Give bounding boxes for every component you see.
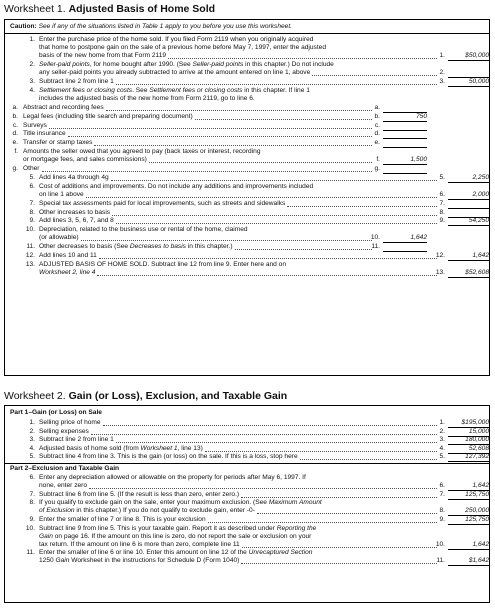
dot-leader [168, 58, 437, 59]
worksheet2-title-prefix: Worksheet 2. [4, 390, 66, 402]
dot-leader [111, 180, 437, 181]
caution-text: See if any of the situations listed in Table 1 apply to you before you use this worksheet. [38, 23, 292, 30]
line-marker: f. [376, 156, 380, 164]
line-text: tax return. If the amount on line 6 is more than zero, complete line 11 [39, 540, 240, 548]
line-text: Surveys [23, 121, 47, 129]
amount-field[interactable] [383, 139, 427, 148]
line-number: f. [14, 148, 18, 156]
line-marker: 6. [439, 482, 445, 490]
amount-field[interactable] [448, 200, 489, 209]
line-number: c. [12, 121, 18, 129]
amount-value: 52,608 [468, 444, 489, 452]
line-marker: 11. [371, 243, 380, 251]
line-text: any seller-paid points you already subtracted to arrive at the amount entered on line 1, above [39, 69, 311, 77]
line-text: Selling price of home [39, 419, 101, 426]
dot-leader [242, 547, 437, 548]
line-text: 1250 Gain Worksheet in the instructions for Schedule D (Form 1040) [39, 557, 240, 565]
dot-leader [300, 459, 437, 460]
line-9 [5, 516, 489, 524]
amount-value: 1,642 [472, 540, 489, 548]
line-3 [5, 436, 489, 444]
line-marker: 6. [439, 190, 445, 198]
amount-field[interactable] [448, 252, 489, 261]
line-marker: 9. [439, 217, 445, 225]
amount-field[interactable] [448, 78, 489, 87]
line-13 [5, 261, 489, 277]
line-number: 11. [26, 549, 35, 557]
line-text: Other increases to basis [39, 208, 111, 216]
dot-leader [97, 275, 437, 276]
line-number: 10. [25, 524, 35, 532]
dot-leader [208, 522, 437, 523]
line-text: on line 1 above [39, 190, 84, 198]
line-number: 7. [29, 199, 35, 207]
amount-field[interactable] [448, 174, 489, 183]
line-marker: 9. [439, 516, 445, 523]
line-b [5, 113, 489, 121]
worksheet1-box [4, 19, 490, 376]
line-marker: 2. [439, 69, 445, 77]
dot-leader [86, 197, 437, 198]
line-text: Subtract line 9 from line 5. This is your taxable gain. Report it as described under Reporting the [39, 524, 317, 532]
line-text: Subtract line 6 from line 5. (If the result is less than zero, enter zero.) [39, 490, 240, 498]
line-text: Depreciation, related to the business use or rental of the home, claimed [39, 226, 248, 234]
line-g [5, 165, 489, 173]
amount-value: 750 [415, 112, 427, 120]
dot-leader [205, 451, 437, 452]
line-2 [5, 61, 489, 77]
line-marker: 10. [370, 234, 380, 242]
amount-field[interactable] [383, 130, 427, 139]
dot-leader [149, 162, 372, 163]
amount-value: 125,750 [465, 490, 489, 498]
line-marker: 3. [439, 78, 445, 85]
line-2 [5, 428, 489, 436]
amount-value: $52,608 [465, 268, 489, 276]
amount-value: 15,000 [468, 427, 489, 435]
line-number: 3. [29, 436, 35, 444]
line-3 [5, 78, 489, 86]
worksheet2-title-text: Gain (or Loss), Exclusion, and Taxable Gain [68, 390, 288, 402]
line-marker: 7. [439, 490, 445, 498]
line-text: Enter the smaller of line 7 or line 8. This is your exclusion [39, 516, 206, 523]
line-text: Other decreases to basis (See Decreases to basis in this chapter.) [39, 243, 233, 251]
line-marker: 1. [439, 52, 445, 60]
line-marker: g. [374, 165, 380, 172]
line-number: 13. [25, 260, 35, 268]
line-text: ADJUSTED BASIS OF HOME SOLD. Subtract line 12 from line 9. Enter here and on [39, 260, 286, 268]
amount-field[interactable] [383, 234, 427, 243]
line-number: 7. [29, 490, 35, 498]
line-a [5, 104, 489, 112]
line-7 [5, 200, 489, 208]
dot-leader [112, 215, 437, 216]
line-marker: 1. [439, 419, 445, 426]
line-number: 11. [26, 243, 35, 251]
amount-value: 127,392 [465, 453, 489, 461]
amount-value: $195,000 [461, 419, 489, 426]
line-marker: d. [374, 130, 380, 138]
amount-value: 2,000 [472, 190, 489, 198]
line-text: If you qualify to exclude gain on the sale, enter your maximum exclusion. (See Maximum Amount [39, 499, 322, 507]
line-1 [5, 36, 489, 60]
worksheet2-box [4, 405, 490, 603]
line-number: 3. [29, 78, 35, 85]
dot-leader [116, 84, 437, 85]
line-text: Subtract line 2 from line 1 [39, 78, 114, 85]
amount-field[interactable] [448, 453, 489, 462]
line-marker: 5. [439, 173, 445, 181]
line-e [5, 139, 489, 147]
amount-value: 54,250 [468, 217, 489, 225]
line-number: e. [12, 139, 18, 147]
line-number: 5. [29, 173, 35, 181]
line-text: Subtract line 2 from line 1 [39, 436, 114, 444]
line-text: Add lines 3, 5, 6, 7, and 8 [39, 217, 114, 225]
line-number: 8. [29, 208, 35, 216]
line-number: 9. [29, 217, 35, 225]
line-number: 12. [25, 252, 35, 259]
line-number: 1. [29, 36, 35, 43]
line-text: Add lines 4a through 4g [39, 173, 109, 181]
line-11 [5, 549, 489, 565]
line-number: 6. [29, 182, 35, 190]
amount-value: 180,000 [465, 436, 489, 444]
line-marker: 4. [439, 444, 445, 452]
dot-leader [99, 258, 437, 259]
line-marker: c. [374, 121, 380, 129]
line-text: Amounts the seller owed that you agreed to pay (back taxes or interest, recording [23, 148, 261, 156]
line-d [5, 130, 489, 138]
part2-divider [5, 463, 489, 464]
line-text: Cost of additions and improvements. Do not include any additions and improvements included [39, 182, 314, 190]
dot-leader [68, 136, 372, 137]
line-11 [5, 243, 489, 251]
dot-leader [257, 513, 437, 514]
line-5 [5, 174, 489, 182]
line-6 [5, 183, 489, 199]
line-text: Abstract and recording fees [23, 103, 104, 111]
line-number: 2. [29, 427, 35, 435]
line-text: or mortgage fees, and sales commissions) [23, 156, 147, 164]
line-6 [5, 474, 489, 490]
line-text: Enter the purchase price of the home sold. If you filed Form 2119 when you originally acquired [39, 36, 314, 43]
line-text: Settlement fees or closing costs. See Settlement fees or closing costs in this chapter. If line 1 [39, 86, 310, 94]
part1-header: Part 1–Gain (or Loss) on Sale [10, 409, 102, 416]
line-12 [5, 252, 489, 260]
line-text: Other [23, 165, 40, 172]
dot-leader [241, 563, 437, 564]
dot-leader [49, 128, 372, 129]
line-text: that home to postpone gain on the sale of a previous home before May 7, 1997, enter the adjusted [39, 44, 327, 52]
line-text: Title insurance [23, 130, 66, 138]
line-text: Enter any depreciation allowed or allowable on the property for periods after May 6, 1997. If [39, 474, 306, 481]
amount-value: $1,642 [468, 557, 489, 565]
line-text: includes the adjusted basis of the new home from Form 2119, go to line 6. [39, 94, 255, 102]
worksheet1-title [4, 3, 215, 16]
line-text: Selling expenses [39, 427, 89, 435]
worksheet1-title-text: Adjusted Basis of Home Sold [68, 3, 216, 15]
line-marker: 5. [439, 453, 445, 461]
line-marker: 3. [439, 436, 445, 444]
dot-leader [42, 171, 372, 172]
dot-leader [91, 434, 437, 435]
amount-field[interactable] [383, 243, 427, 252]
amount-value: 2,250 [472, 173, 489, 181]
amount-value: 1,500 [410, 156, 427, 164]
dot-leader [235, 249, 372, 250]
line-10 [5, 525, 489, 549]
line-7 [5, 491, 489, 499]
line-text: Enter the smaller of line 6 or line 10. Enter this amount on line 12 of the Unrecaptured Section [39, 549, 313, 557]
line-10 [5, 226, 489, 242]
line-marker: 7. [439, 199, 445, 207]
line-marker: 13. [435, 268, 445, 276]
line-text: Legal fees (including title search and preparing document) [23, 112, 193, 120]
line-5 [5, 453, 489, 461]
line-4 [5, 87, 489, 103]
line-4 [5, 445, 489, 453]
worksheet1-title-prefix: Worksheet 1. [4, 3, 66, 15]
line-number: a. [12, 103, 18, 111]
dot-leader [81, 240, 372, 241]
line-c [5, 122, 489, 130]
amount-field[interactable] [383, 156, 427, 165]
worksheet1-caution [10, 23, 292, 31]
line-number: 5. [29, 453, 35, 461]
line-number: 4. [29, 86, 35, 94]
amount-value: 50,000 [468, 78, 489, 85]
line-number: 6. [29, 474, 35, 481]
line-text: of Exclusion in this chapter.) If you do not qualify to exclude gain, enter -0- [39, 507, 255, 515]
amount-field[interactable] [448, 557, 489, 566]
dot-leader [287, 206, 437, 207]
line-marker: 8. [439, 507, 445, 515]
line-marker: 12. [435, 252, 445, 259]
amount-value: $50,000 [465, 52, 489, 60]
part2-header: Part 2–Exclusion and Taxable Gain [10, 465, 120, 472]
line-text: Gain on page 16. If the amount on this line is zero, do not report the sale or exclusion on your [39, 532, 312, 540]
line-text: none, enter zero [39, 482, 88, 490]
amount-value: 250,000 [465, 507, 489, 515]
amount-field[interactable] [448, 269, 489, 278]
line-text: Subtract line 4 from line 3. This is the gain (or loss) on the sale. If this is a loss, stop here [39, 453, 298, 461]
amount-field[interactable] [448, 191, 489, 200]
amount-field[interactable] [448, 69, 489, 78]
line-marker: 10. [435, 540, 445, 548]
line-marker: b. [374, 112, 380, 120]
line-number: d. [12, 130, 18, 138]
line-text: basis of the new home from that Form 2119 [39, 52, 167, 60]
amount-field[interactable] [383, 165, 427, 174]
dot-leader [241, 497, 437, 498]
amount-value: 1,642 [472, 252, 489, 259]
line-8 [5, 209, 489, 217]
dot-leader [116, 442, 437, 443]
amount-field[interactable] [383, 104, 427, 113]
dot-leader [312, 75, 437, 76]
amount-value: 1,642 [472, 482, 489, 490]
worksheet2-title [4, 390, 287, 403]
line-text: (or allowable) [39, 234, 79, 242]
line-number: 10. [25, 226, 35, 234]
caution-divider [5, 33, 489, 34]
line-text: Special tax assessments paid for local improvements, such as streets and sidewalks [39, 199, 286, 207]
amount-field[interactable] [383, 113, 427, 122]
dot-leader [116, 223, 437, 224]
amount-field[interactable] [448, 217, 489, 226]
line-text: Transfer or stamp taxes [23, 139, 93, 147]
line-marker: a. [374, 103, 380, 111]
dot-leader [103, 425, 437, 426]
amount-field[interactable] [448, 209, 489, 218]
line-1 [5, 419, 489, 427]
amount-value: 1,642 [410, 234, 427, 242]
dot-leader [89, 488, 437, 489]
dot-leader [94, 145, 372, 146]
line-text: Add lines 10 and 11 [39, 252, 97, 259]
line-number: 4. [29, 444, 35, 452]
line-number: 8. [29, 499, 35, 507]
line-text: Seller-paid points, for home bought after 1990. (See Seller-paid points in this chapter.) Do not include [39, 61, 334, 69]
line-marker: 8. [439, 208, 445, 216]
amount-field[interactable] [383, 122, 427, 131]
dot-leader [195, 119, 372, 120]
line-marker: 11. [436, 557, 445, 565]
dot-leader [106, 110, 372, 111]
line-text: Worksheet 2, line 4 [39, 268, 96, 276]
caution-label: Caution: [10, 23, 37, 30]
line-number: 1. [29, 419, 35, 426]
line-9 [5, 217, 489, 225]
amount-value: 125,750 [465, 516, 489, 523]
line-f [5, 148, 489, 164]
line-number: g. [12, 165, 18, 172]
line-text: Adjusted basis of home sold (from Worksheet 1, line 13) [39, 444, 203, 452]
amount-field[interactable] [448, 52, 489, 61]
line-number: 9. [29, 516, 35, 523]
line-number: 2. [29, 61, 35, 69]
line-8 [5, 499, 489, 515]
line-number: b. [12, 112, 18, 120]
line-marker: e. [374, 139, 380, 147]
line-marker: 2. [439, 427, 445, 435]
